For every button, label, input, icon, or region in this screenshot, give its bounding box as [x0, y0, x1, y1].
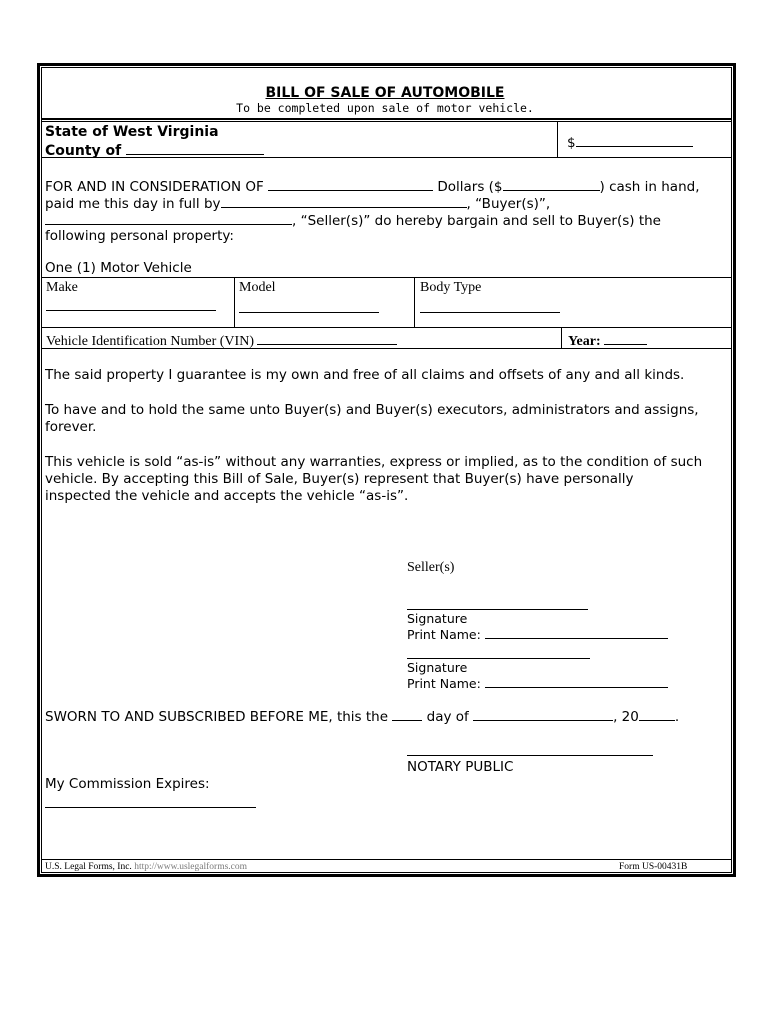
- hold-clause-line-2: forever.: [45, 419, 97, 435]
- dollars-text: Dollars ($: [437, 179, 503, 195]
- consideration-line-4: following personal property:: [45, 228, 234, 244]
- month-field[interactable]: [473, 707, 613, 721]
- footer-url-link[interactable]: http://www.uslegalforms.com: [134, 862, 248, 872]
- body-type-field[interactable]: [420, 312, 560, 313]
- notary-signature-line[interactable]: [407, 755, 653, 756]
- print-name-label: Print Name:: [407, 676, 481, 691]
- amount-words-field[interactable]: [268, 177, 433, 191]
- footer-company-name: U.S. Legal Forms, Inc.: [45, 862, 132, 872]
- divider: [41, 121, 732, 122]
- signature-label-2: Signature: [407, 660, 468, 675]
- signature-line-2[interactable]: [407, 658, 590, 659]
- year-field[interactable]: [604, 331, 647, 345]
- state-label: State of West Virginia: [45, 124, 219, 140]
- period-text: .: [674, 709, 680, 725]
- dollar-sign: $: [567, 135, 576, 151]
- seller-name-field[interactable]: [45, 211, 292, 225]
- dollars-field[interactable]: [503, 177, 600, 191]
- print-name-field-1[interactable]: [485, 627, 668, 639]
- divider: [561, 327, 562, 349]
- footer-company: [45, 861, 247, 873]
- make-field[interactable]: [46, 310, 216, 311]
- as-is-clause-line-2: vehicle. By accepting this Bill of Sale, Buyer(s) represent that Buyer(s) have personally: [45, 471, 634, 487]
- print-name-label: Print Name:: [407, 627, 481, 642]
- cash-text: ) cash in hand,: [599, 179, 700, 195]
- amount-field[interactable]: [576, 133, 693, 147]
- model-field[interactable]: [239, 312, 379, 313]
- body-type-label: Body Type: [420, 280, 482, 295]
- vehicle-section-label: One (1) Motor Vehicle: [45, 260, 192, 276]
- signature-label-1: Signature: [407, 611, 468, 626]
- divider: [41, 118, 732, 120]
- as-is-clause-line-1: This vehicle is sold “as-is” without any warranties, express or implied, as to the condition of such: [45, 454, 703, 470]
- notary-year-field[interactable]: [639, 707, 675, 721]
- buyer-text: , “Buyer(s)”,: [466, 196, 551, 212]
- form-title: BILL OF SALE OF AUTOMOBILE: [265, 85, 505, 101]
- seller-text: , “Seller(s)” do hereby bargain and sell to Buyer(s) the: [292, 213, 661, 229]
- footer-form-number: Form US-00431B: [619, 862, 688, 872]
- model-label: Model: [239, 280, 276, 295]
- sworn-text: SWORN TO AND SUBSCRIBED BEFORE ME, this the: [45, 709, 389, 725]
- divider: [414, 277, 415, 328]
- form-subtitle: To be completed upon sale of motor vehicle.: [236, 101, 534, 115]
- commission-expires-field[interactable]: [45, 807, 256, 808]
- divider: [41, 859, 732, 860]
- year-row: [568, 331, 647, 350]
- sellers-label: Seller(s): [407, 560, 455, 575]
- vin-row: [46, 331, 397, 350]
- paid-text: paid me this day in full by: [45, 196, 221, 212]
- divider: [41, 277, 732, 278]
- notary-public-label: NOTARY PUBLIC: [407, 759, 514, 775]
- divider: [41, 327, 732, 328]
- print-name-row-2: [407, 676, 668, 691]
- county-label: County of: [45, 143, 122, 159]
- as-is-clause-line-3: inspected the vehicle and accepts the vehicle “as-is”.: [45, 488, 409, 504]
- year-label: Year:: [568, 334, 601, 349]
- signature-line-1[interactable]: [407, 609, 588, 610]
- amount-row: [567, 133, 693, 152]
- print-name-row-1: [407, 627, 668, 642]
- commission-expires-label: My Commission Expires:: [45, 776, 210, 792]
- county-field[interactable]: [126, 141, 264, 155]
- day-field[interactable]: [392, 707, 422, 721]
- vin-field[interactable]: [257, 331, 397, 345]
- county-row: [45, 141, 264, 160]
- divider: [557, 121, 558, 158]
- hold-clause-line-1: To have and to hold the same unto Buyer(s) and Buyer(s) executors, administrators and assigns,: [45, 402, 699, 418]
- buyer-name-field[interactable]: [221, 194, 467, 208]
- vin-label: Vehicle Identification Number (VIN): [46, 334, 254, 349]
- consideration-text: FOR AND IN CONSIDERATION OF: [45, 179, 264, 195]
- guarantee-clause: The said property I guarantee is my own and free of all claims and offsets of any and all kinds.: [45, 367, 685, 383]
- divider: [234, 277, 235, 328]
- print-name-field-2[interactable]: [485, 676, 668, 688]
- make-label: Make: [46, 280, 78, 295]
- year-prefix-text: , 20: [613, 709, 639, 725]
- day-of-text: day of: [426, 709, 469, 725]
- sworn-line: [45, 707, 679, 726]
